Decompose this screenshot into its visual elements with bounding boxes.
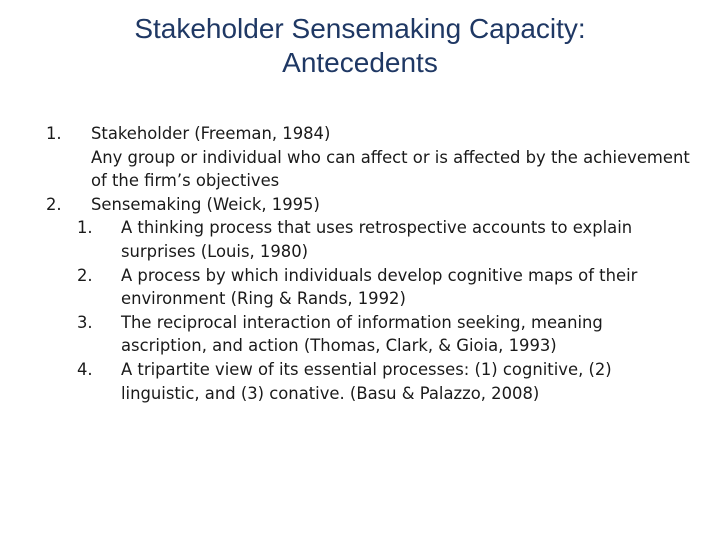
title-line-2: Antecedents [282, 47, 438, 78]
title-line-1: Stakeholder Sensemaking Capacity: [134, 13, 586, 44]
sub-list-item [0, 264, 720, 311]
slide-body [0, 122, 720, 405]
sub-list-text: A process by which individuals develop cognitive maps of their environment (Ring & Rands, 1992) [121, 265, 638, 309]
list-item-stakeholder [0, 122, 720, 193]
list-item-heading: Stakeholder (Freeman, 1984) [91, 124, 331, 143]
sub-list-number: 4. [77, 359, 93, 379]
sub-list-item [0, 358, 720, 405]
list-number: 2. [46, 194, 62, 214]
list-item-sensemaking [0, 193, 720, 405]
sub-list-item [0, 216, 720, 263]
sub-list-item [0, 311, 720, 358]
slide-title [40, 12, 680, 80]
list-number: 1. [46, 124, 62, 143]
list-item-heading: Sensemaking (Weick, 1995) [91, 194, 320, 214]
sub-list-number: 3. [77, 312, 93, 332]
sub-list-number: 2. [77, 265, 93, 285]
sub-list-text: A thinking process that uses retrospective accounts to explain surprises (Louis, 1980) [121, 218, 633, 261]
sub-list-text: A tripartite view of its essential processes: (1) cognitive, (2) linguistic, and (3) conative. (Basu & Palazzo, 2008) [121, 359, 612, 403]
sub-list-text: The reciprocal interaction of information seeking, meaning ascription, and action (Thomas, Clark, & Gioia, 1993) [121, 312, 603, 356]
list-item-detail: Any group or individual who can affect or is affected by the achievement of the firm’s objectives [91, 147, 690, 191]
sub-list-number: 1. [77, 218, 93, 238]
